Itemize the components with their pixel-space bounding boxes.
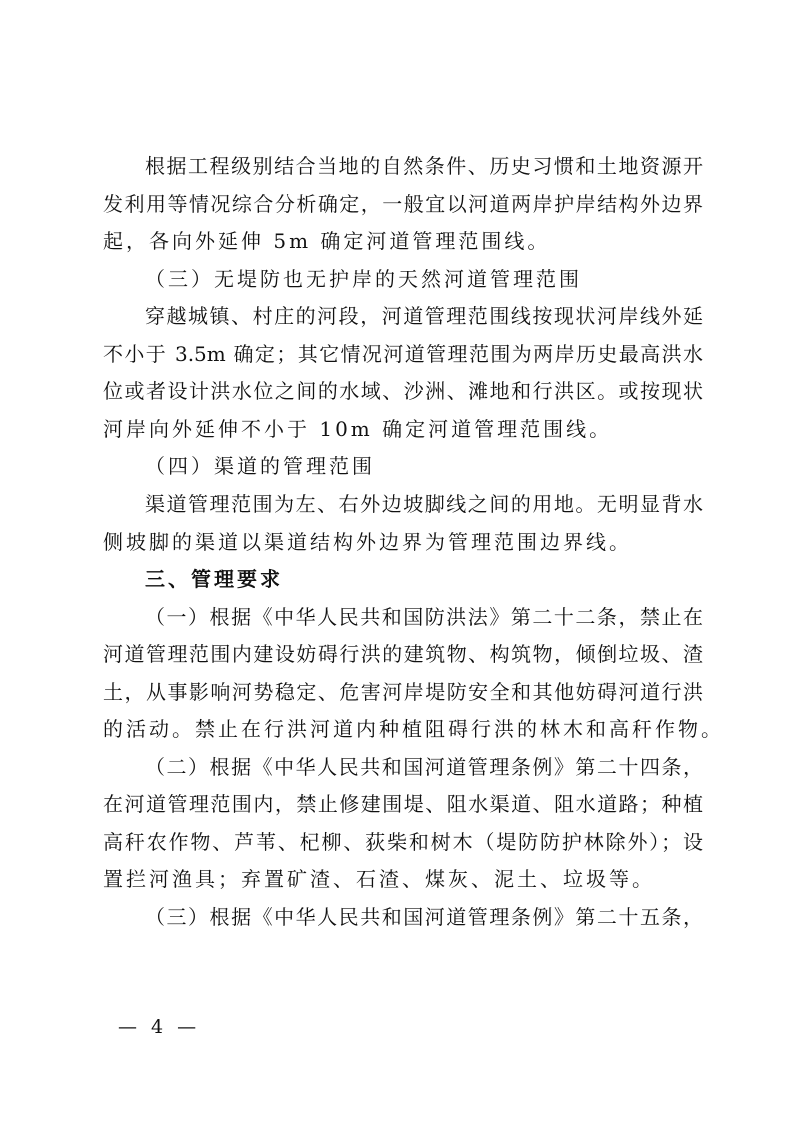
text-line: 侧坡脚的渠道以渠道结构外边界为管理范围边界线。 (103, 530, 632, 554)
text-line: 渠道管理范围为左、右外边坡脚线之间的用地。无明显背水 (145, 492, 703, 516)
text-line: 土，从事影响河势稳定、危害河岸堤防安全和其他妨碍河道行洪 (103, 680, 703, 704)
text-line: 在河道管理范围内，禁止修建围堤、阻水渠道、阻水道路；种植 (103, 792, 703, 816)
page-number: — 4 — (118, 1016, 201, 1038)
text-line: （一）根据《中华人民共和国防洪法》第二十二条，禁止在 (145, 605, 703, 629)
text-line: 河岸向外延伸不小于 10m 确定河道管理范围线。 (103, 417, 613, 441)
text-line: （三）无堤防也无护岸的天然河道管理范围 (145, 267, 582, 291)
section-heading: 三、管理要求 (145, 567, 283, 591)
text-line: 不小于 3.5m 确定；其它情况河道管理范围为两岸历史最高洪水 (103, 342, 703, 366)
text-line: 的活动。禁止在行洪河道内种植阻碍行洪的林木和高秆作物。 (103, 717, 724, 741)
text-line: 位或者设计洪水位之间的水域、沙洲、滩地和行洪区。或按现状 (103, 379, 703, 403)
text-line: 根据工程级别结合当地的自然条件、历史习惯和土地资源开 (145, 154, 703, 178)
text-line: 发利用等情况综合分析确定，一般宜以河道两岸护岸结构外边界 (103, 192, 703, 216)
text-line: 河道管理范围内建设妨碍行洪的建筑物、构筑物，倾倒垃圾、渣 (103, 642, 703, 666)
text-line: 起，各向外延伸 5m 确定河道管理范围线。 (103, 229, 551, 253)
text-line: （四）渠道的管理范围 (145, 454, 375, 478)
text-line: （三）根据《中华人民共和国河道管理条例》第二十五条， (145, 905, 703, 929)
text-line: 穿越城镇、村庄的河段，河道管理范围线按现状河岸线外延 (145, 304, 703, 328)
text-line: 置拦河渔具；弃置矿渣、石渣、煤灰、泥土、垃圾等。 (103, 867, 655, 891)
text-line: 高秆农作物、芦苇、杞柳、荻柴和树木（堤防防护林除外）；设 (103, 830, 703, 854)
text-line: （二）根据《中华人民共和国河道管理条例》第二十四条， (145, 755, 703, 779)
